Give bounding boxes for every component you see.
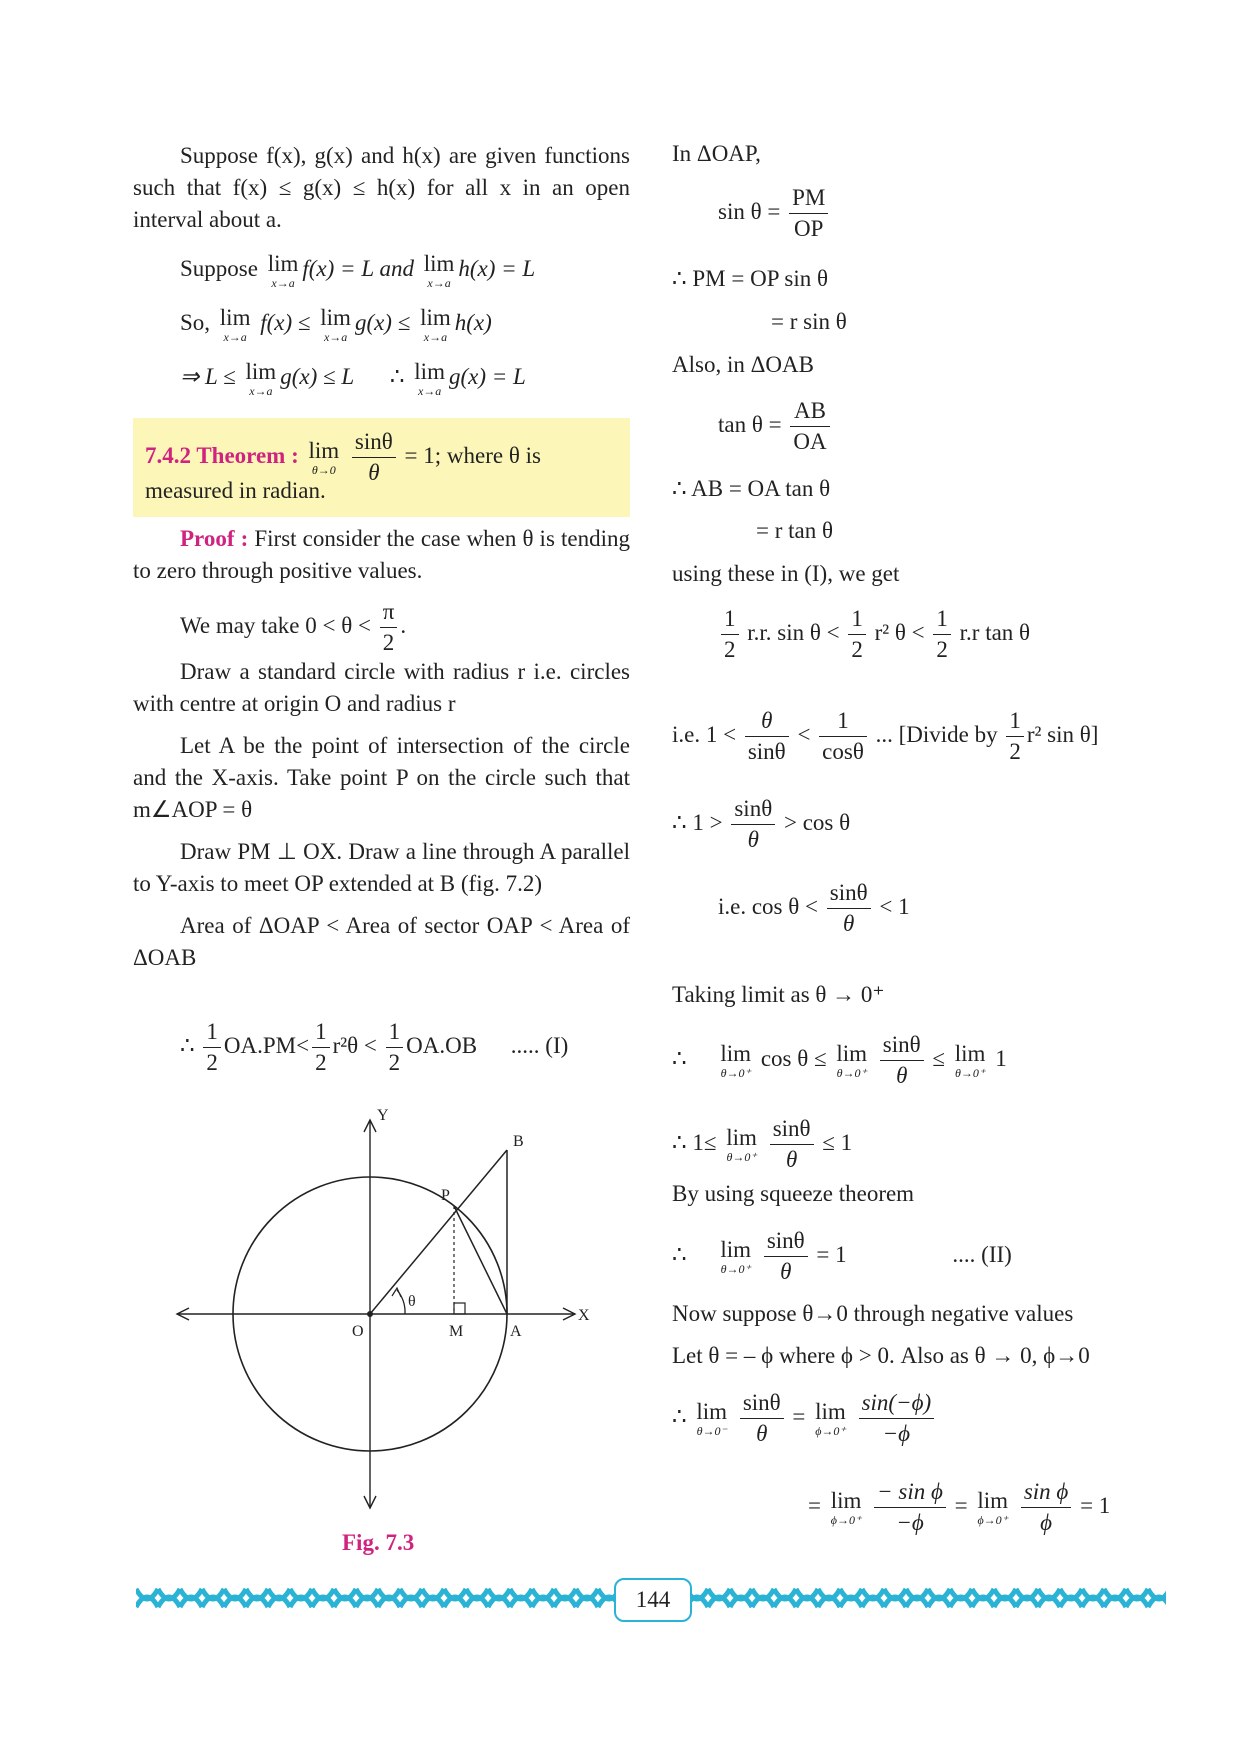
line-ob [370, 1150, 507, 1314]
pm-line-2: = r sin θ [771, 309, 847, 334]
ab-line-1: ∴ AB = OA tan θ [672, 476, 831, 501]
limit-line-2: So, lim x→a f(x) ≤ lim x→a g(x) ≤ lim x→a h(x) [180, 305, 492, 344]
sin-over-theta: $\frac{\sin\theta}{\theta}$ [740, 1391, 784, 1446]
negative-limit-line-1: ∴ lim θ→0⁻ $\frac{\sin\theta}{\theta}$ = lim ϕ→0⁺ $\frac{\sin(-\phi)}{-\phi}$ [672, 1391, 937, 1446]
half-fraction: $\frac{1}{2}$ [721, 607, 739, 662]
lim-operator: lim ϕ→0⁺ [830, 1488, 862, 1528]
cos-inequality-1: ∴ 1 > $\frac{\sin\theta}{\theta}$ > cos θ [672, 796, 851, 853]
let-theta-text: Let θ = – ϕ where ϕ > 0. Also as θ → 0, ϕ→0 [672, 1343, 1090, 1368]
tan-equation: tan θ = $\frac{AB}{OA}$ [718, 399, 833, 454]
lim-operator: lim θ→0⁺ [720, 1237, 752, 1277]
half-fraction: $\frac{1}{2}$ [203, 1020, 221, 1075]
draw-paragraph: Draw a standard circle with radius r i.e. circles with centre at origin O and radius r [133, 659, 630, 716]
label-o: O [352, 1323, 364, 1340]
theta-over-sin: $\frac{\theta}{\sin\theta}$ [745, 709, 789, 764]
sin-over-theta: $\frac{\sin\theta}{\theta}$ [827, 881, 871, 936]
lim-operator: lim ϕ→0⁺ [977, 1488, 1009, 1528]
label-x: X [578, 1307, 590, 1324]
line-pa [454, 1206, 507, 1314]
pm-line-1: ∴ PM = OP sin θ [672, 266, 829, 291]
theorem-box [133, 418, 630, 517]
lim-operator: lim θ→0 [308, 438, 340, 478]
lim-operator: lim x→a [320, 305, 351, 344]
proof-block [133, 523, 630, 587]
unit-circle-figure [165, 1100, 605, 1520]
limit-line-3: ⇒ L ≤ lim x→a g(x) ≤ L ∴ lim x→a g(x) = L [180, 359, 526, 398]
lim-operator: lim x→a [267, 251, 299, 290]
theorem-line: 7.4.2 Theorem : lim θ→0 $\frac{\sin\theta}{\theta}$ = 1; where θ is [145, 429, 541, 486]
area-inequality: ∴ $\frac{1}{2}$ OA.PM< $\frac{1}{2}$ r²θ < $\frac{1}{2}$ OA.OB ..... (I) [180, 1019, 569, 1076]
label-m: M [449, 1323, 464, 1340]
proof-label: Proof : [180, 526, 249, 551]
pm-paragraph: Draw PM ⊥ OX. Draw a line through A parallel to Y-axis to meet OP extended at B (fig. 7.2) [133, 839, 630, 896]
sin-over-theta: $\frac{\sin\theta}{\theta}$ [731, 797, 775, 852]
label-p: P [441, 1187, 450, 1204]
theorem-line-2: measured in radian. [145, 478, 326, 503]
angle-arrow [392, 1288, 401, 1297]
label-y: Y [377, 1107, 389, 1124]
pi-over-2: $\frac{\pi}{2}$ [380, 600, 398, 655]
sin-neg-phi-fraction: $\frac{\sin(-\phi)}{-\phi}$ [859, 1391, 935, 1446]
now-suppose-text: Now suppose θ→0 through negative values [672, 1301, 1074, 1326]
origin-point [367, 1311, 373, 1317]
lim-operator: lim θ→0⁺ [726, 1125, 757, 1165]
squeeze-text: By using squeeze theorem [672, 1181, 915, 1206]
limit-line-1: Suppose lim x→a f(x) = L and lim x→a h(x) = L [180, 251, 536, 290]
proof-paragraph: Proof : First consider the case when θ is tending to zero through positive values. [133, 526, 630, 583]
taking-limit-text: Taking limit as θ → 0⁺ [672, 982, 885, 1007]
area-rr-inequality: $\frac{1}{2}$ r.r. sin θ < $\frac{1}{2}$ r² θ < $\frac{1}{2}$ r.r tan θ [718, 607, 1030, 662]
sin-equation: sin θ = $\frac{PM}{OP}$ [718, 186, 831, 241]
half-fraction: $\frac{1}{2}$ [312, 1020, 330, 1075]
angle-arc [397, 1290, 405, 1314]
half-fraction: $\frac{1}{2}$ [1006, 709, 1024, 764]
sin-over-theta: $\frac{\sin\theta}{\theta}$ [770, 1117, 814, 1172]
left-column [133, 140, 630, 236]
right-angle-mark [454, 1303, 465, 1314]
lim-operator: lim ϕ→0⁺ [815, 1399, 846, 1439]
figure-caption: Fig. 7.3 [342, 1530, 415, 1555]
sin-phi-fraction: $\frac{\text{sin ϕ}}{\phi}$ [1021, 1480, 1072, 1535]
page-number: 144 [614, 1578, 692, 1622]
sin-fraction: $\frac{PM}{OP}$ [789, 186, 828, 241]
ab-line-2: = r tan θ [756, 518, 833, 543]
half-fraction: $\frac{1}{2}$ [848, 607, 866, 662]
lim-operator: lim x→a [420, 305, 451, 344]
one-over-cos: $\frac{1}{\cos\theta}$ [819, 709, 867, 764]
lim-operator: lim θ→0⁺ [836, 1041, 868, 1081]
lim-operator: lim x→a [219, 305, 251, 344]
take-line: We may take 0 < θ < $\frac{\pi}{2}$ . [180, 599, 407, 656]
half-fraction: $\frac{1}{2}$ [933, 607, 951, 662]
lim-operator: lim θ→0⁺ [720, 1041, 752, 1081]
lim-operator: lim θ→0⁺ [954, 1041, 986, 1081]
negative-limit-line-2: = lim ϕ→0⁺ $\frac{\text{− sin ϕ}}{-\phi}$ = lim ϕ→0⁺ $\frac{\text{sin ϕ}}{\phi}$ = 1 [808, 1479, 1111, 1536]
intersection-paragraph: Let A be the point of intersection of the circle and the X-axis. Take point P on the circle such that m∠AOP = θ [133, 733, 630, 822]
limit-inequality-2: ∴ 1≤ lim θ→0⁺ $\frac{\sin\theta}{\theta}$ ≤ 1 [672, 1116, 853, 1173]
also-oab: Also, in ΔOAB [672, 352, 814, 377]
label-theta: θ [408, 1293, 416, 1310]
lim-operator: lim x→a [414, 359, 445, 398]
cos-inequality-2: i.e. cos θ < $\frac{\sin\theta}{\theta}$ < 1 [718, 880, 910, 937]
theorem-title: 7.4.2 Theorem : [145, 442, 299, 468]
label-b: B [513, 1133, 524, 1150]
limit-inequality-1: ∴ lim θ→0⁺ cos θ ≤ lim θ→0⁺ $\frac{\sin\theta}{\theta}$ ≤ lim θ→0⁺ 1 [672, 1032, 1007, 1089]
area-paragraph: Area of ΔOAP < Area of sector OAP < Area of ΔOAB [133, 913, 630, 970]
sin-over-theta: $\frac{\sin\theta}{\theta}$ [764, 1229, 808, 1284]
lim-operator: lim θ→0⁻ [696, 1399, 728, 1439]
tan-fraction: $\frac{AB}{OA}$ [790, 399, 829, 454]
label-a: A [510, 1323, 522, 1340]
intro-paragraph: Suppose f(x), g(x) and h(x) are given functions such that f(x) ≤ g(x) ≤ h(x) for all x in an open interval about a. [133, 143, 630, 232]
lim-operator: lim x→a [245, 359, 277, 398]
using-text: using these in (I), we get [672, 561, 900, 586]
squeeze-result: ∴ lim θ→0⁺ $\frac{\sin\theta}{\theta}$ = 1 .... (II) [672, 1228, 1012, 1285]
neg-sin-phi-fraction: $\frac{\text{− sin ϕ}}{-\phi}$ [874, 1480, 946, 1535]
sin-over-theta: $\frac{\sin\theta}{\theta}$ [880, 1033, 924, 1088]
half-fraction: $\frac{1}{2}$ [386, 1020, 404, 1075]
lim-operator: lim x→a [423, 251, 455, 290]
in-oap: In ΔOAP, [672, 141, 761, 166]
paragraphs-block [133, 656, 630, 974]
theorem-fraction: $\frac{\sin\theta}{\theta}$ [352, 430, 396, 485]
ie-inequality: i.e. 1 < $\frac{\theta}{\sin\theta}$ < $\frac{1}{\cos\theta}$ ... [Divide by $\frac{1}{2}$ r² sin θ] [672, 708, 1099, 765]
